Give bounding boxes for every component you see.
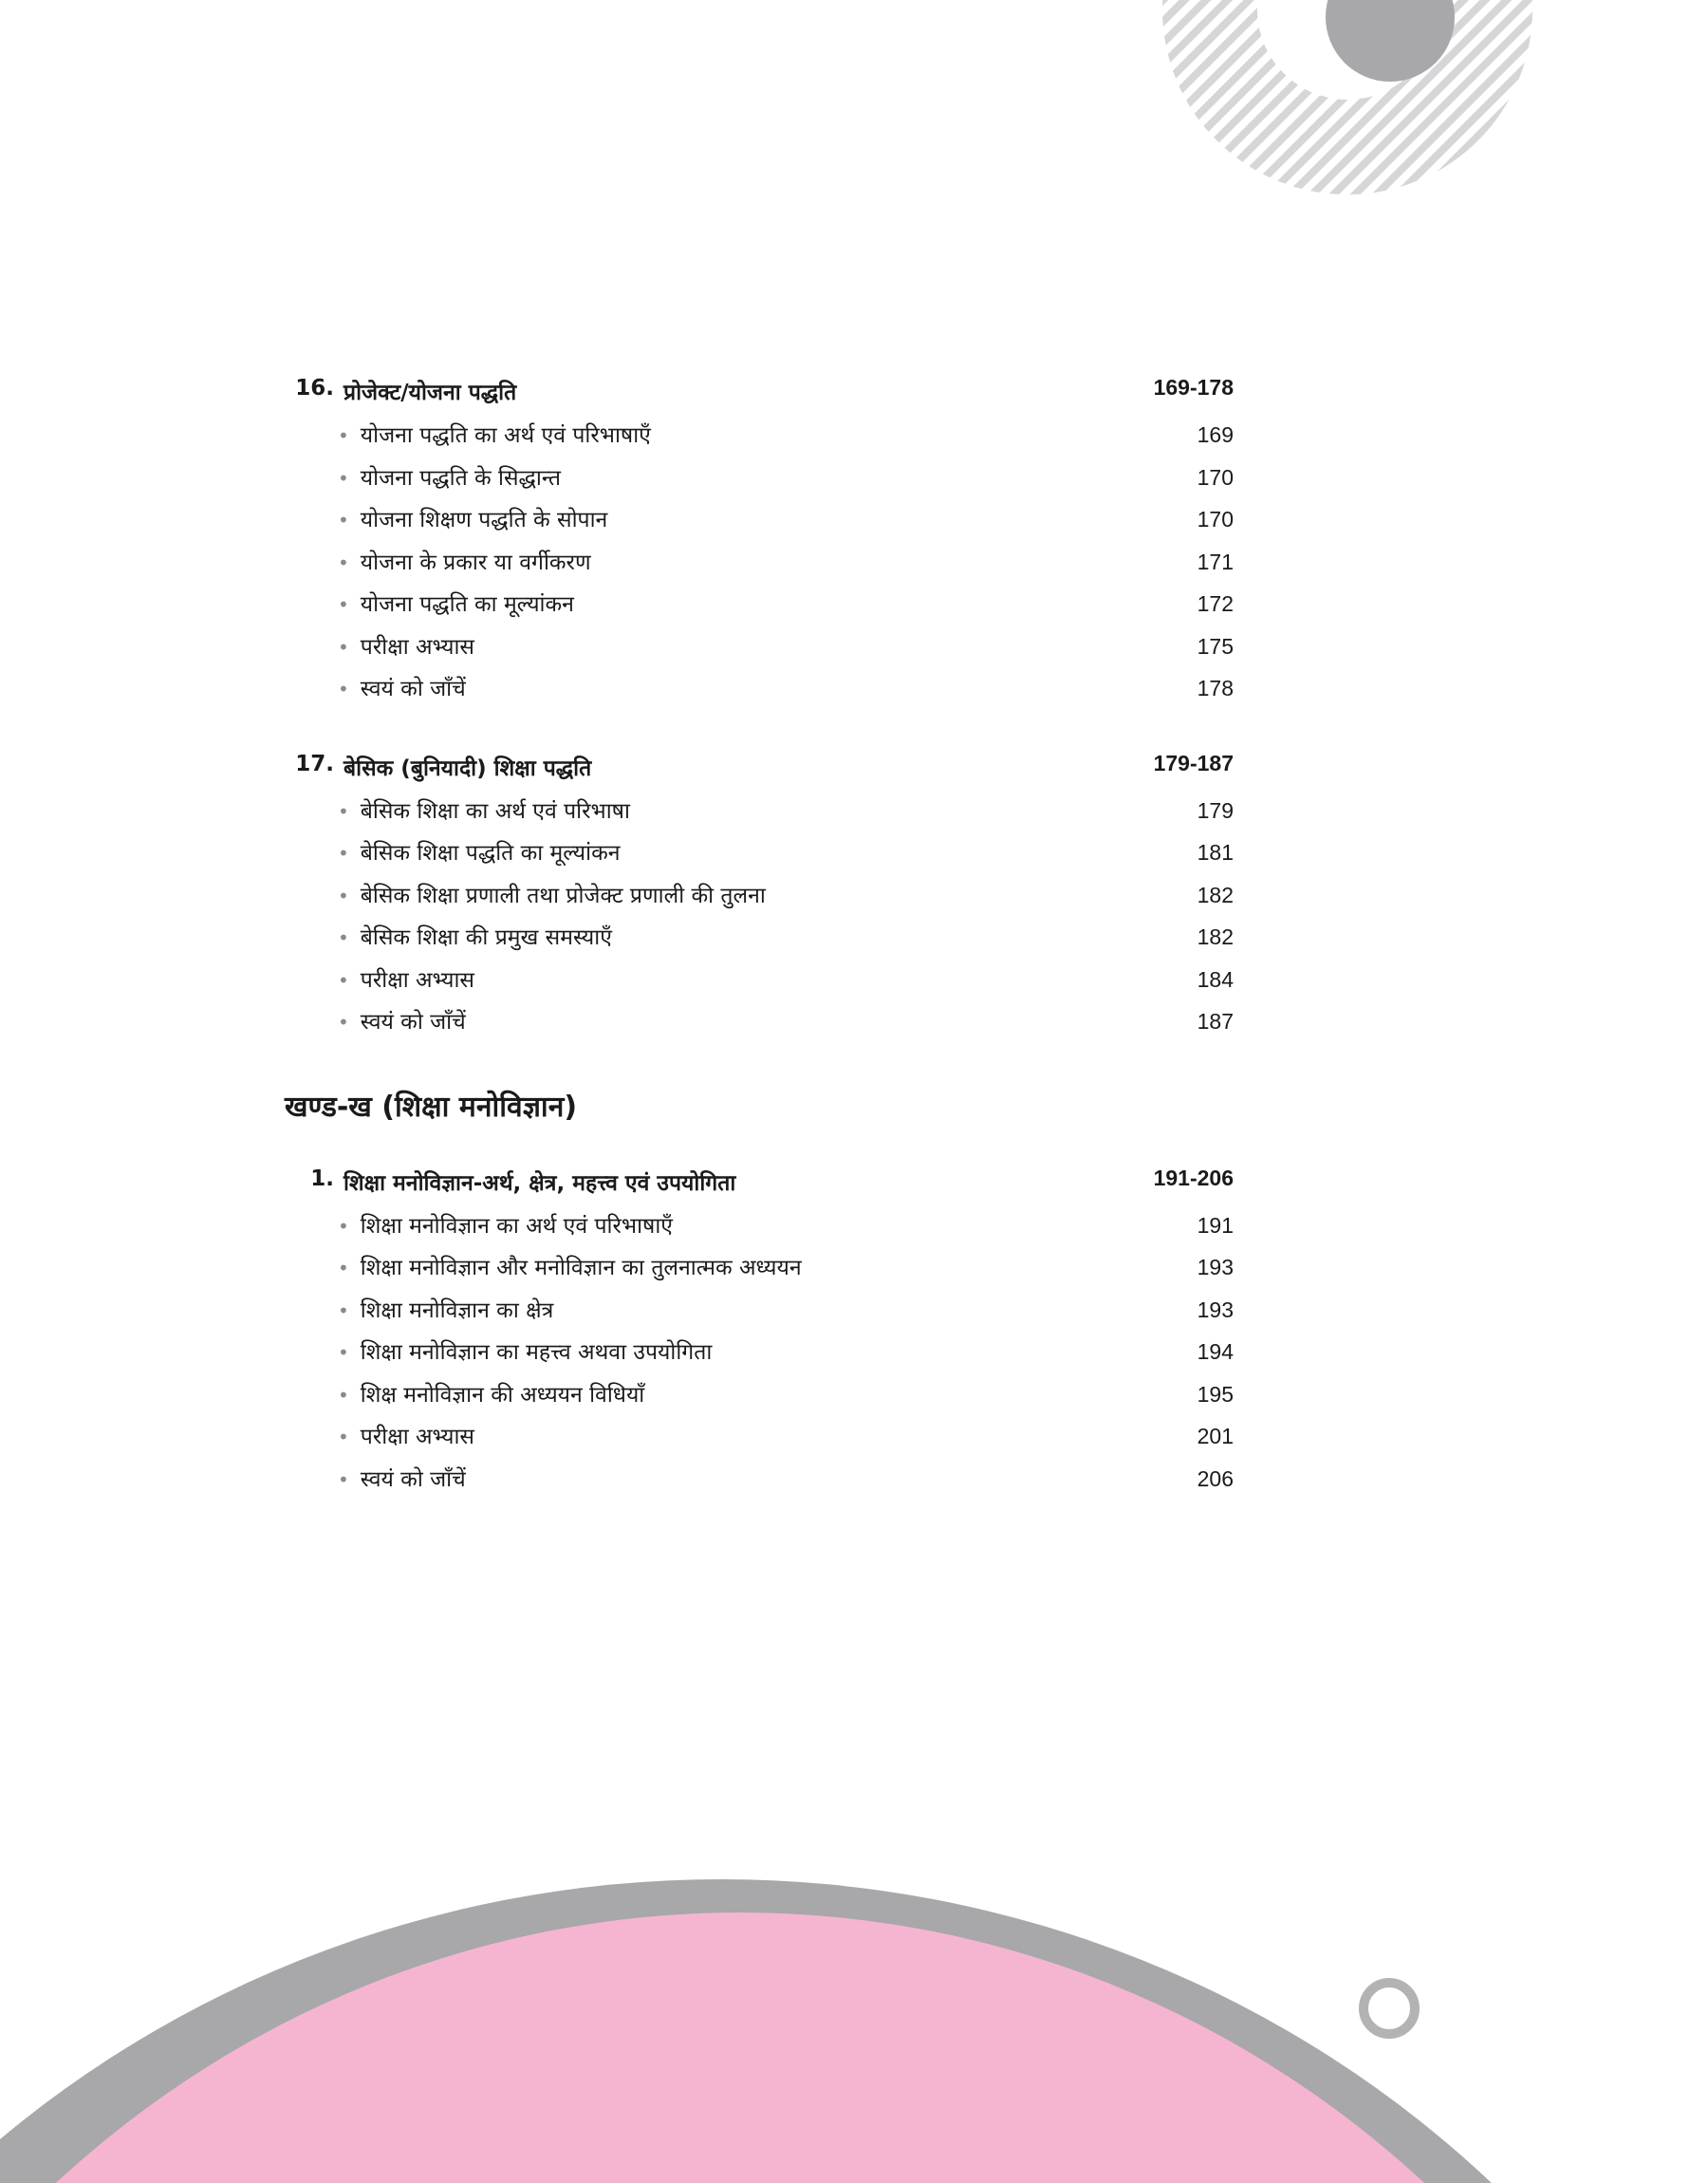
toc-item[interactable] <box>285 1251 1234 1294</box>
toc-item-label: शिक्षा मनोविज्ञान का अर्थ एवं परिभाषाएँ <box>360 1213 674 1239</box>
toc-item-page: 181 <box>1197 840 1234 865</box>
chapter-group <box>285 1166 1234 1505</box>
toc-item[interactable] <box>285 1335 1234 1378</box>
top-right-decoration <box>1158 0 1556 209</box>
toc-item[interactable] <box>285 503 1234 546</box>
chapter-heading[interactable] <box>285 751 1234 794</box>
toc-item-page: 175 <box>1197 633 1234 659</box>
bullet-icon: • <box>338 1214 349 1238</box>
chapter-title <box>285 376 516 406</box>
toc-item-label: बेसिक शिक्षा का अर्थ एवं परिभाषा <box>360 798 630 824</box>
bullet-icon: • <box>338 1011 349 1034</box>
toc-item-label-wrap <box>338 503 607 533</box>
bullet-icon: • <box>338 509 349 532</box>
toc-item-label: बेसिक शिक्षा प्रणाली तथा प्रोजेक्ट प्रणाली की तुलना <box>360 883 766 908</box>
toc-item-page: 171 <box>1197 549 1234 574</box>
ring-icon <box>1355 1974 1423 2043</box>
toc-item-page: 172 <box>1197 591 1234 616</box>
chapter <box>285 751 1234 1048</box>
toc-item-label: शिक्ष मनोविज्ञान की अध्ययन विधियाँ <box>360 1382 645 1408</box>
toc-item-label-wrap <box>338 546 591 576</box>
chapter-title <box>285 752 591 782</box>
toc-item-page: 193 <box>1197 1255 1234 1279</box>
bullet-icon: • <box>338 1298 349 1322</box>
toc-item-label: योजना शिक्षण पद्धति के सोपान <box>360 508 608 532</box>
toc-item-label-wrap <box>338 1335 712 1366</box>
toc-item[interactable] <box>285 672 1234 715</box>
bullet-icon: • <box>338 1257 349 1279</box>
toc-item-label: योजना पद्धति का मूल्यांकन <box>360 592 574 617</box>
bullet-icon: • <box>338 550 349 574</box>
bullet-icon: • <box>338 1341 349 1364</box>
toc-item-label-wrap <box>338 879 766 909</box>
toc-item-page: 187 <box>1197 1009 1234 1034</box>
toc-item-label-wrap <box>338 1209 673 1240</box>
chapter-title-text: शिक्षा मनोविज्ञान-अर्थ, क्षेत्र, महत्त्व एवं उपयोगिता <box>343 1170 736 1196</box>
toc-item-label-wrap <box>338 1463 466 1493</box>
toc-item-label-wrap <box>338 1378 644 1409</box>
bullet-icon: • <box>338 635 349 659</box>
toc-item[interactable] <box>285 921 1234 963</box>
toc-item-page: 179 <box>1197 797 1234 823</box>
bullet-icon: • <box>338 593 349 616</box>
toc-item-label: परीक्षा अभ्यास <box>360 1425 474 1449</box>
toc-item[interactable] <box>285 1209 1234 1252</box>
toc-item[interactable] <box>285 1420 1234 1463</box>
toc-item-label-wrap <box>338 630 474 661</box>
toc-item-label-wrap <box>338 963 474 994</box>
chapter-number: 17. <box>295 751 334 776</box>
toc-item[interactable] <box>285 1378 1234 1421</box>
toc-item-label: परीक्षा अभ्यास <box>360 634 474 660</box>
chapter-number: 1. <box>310 1166 334 1191</box>
bullet-icon: • <box>338 424 349 447</box>
bullet-icon: • <box>338 926 349 949</box>
toc-item-label: स्वयं को जाँचें <box>360 677 466 701</box>
toc-item[interactable] <box>285 630 1234 673</box>
toc-item[interactable] <box>285 546 1234 588</box>
toc-item-label: बेसिक शिक्षा की प्रमुख समस्याएँ <box>360 925 612 950</box>
chapter-title <box>285 1166 735 1197</box>
toc-item-label: शिक्षा मनोविज्ञान और मनोविज्ञान का तुलनात्मक अध्ययन <box>360 1256 802 1280</box>
toc-item[interactable] <box>285 963 1234 1006</box>
bottom-decoration <box>0 1879 1708 2183</box>
toc-item[interactable] <box>285 794 1234 837</box>
toc-item-label: स्वयं को जाँचें <box>360 1010 466 1035</box>
toc-item[interactable] <box>285 588 1234 630</box>
toc-item[interactable] <box>285 461 1234 504</box>
toc-item-page: 201 <box>1197 1424 1234 1448</box>
toc-item-page: 170 <box>1197 464 1234 490</box>
toc-item-page: 182 <box>1197 924 1234 949</box>
toc-item-label-wrap <box>338 672 466 702</box>
toc-item-label: परीक्षा अभ्यास <box>360 967 474 993</box>
toc-item-label: योजना पद्धति का अर्थ एवं परिभाषाएँ <box>360 423 651 448</box>
toc-item-label: शिक्षा मनोविज्ञान का क्षेत्र <box>360 1297 554 1323</box>
toc-item[interactable] <box>285 836 1234 879</box>
toc-item[interactable] <box>285 1463 1234 1505</box>
chapter <box>285 375 1234 715</box>
toc-item[interactable] <box>285 419 1234 461</box>
toc-item-page: 169 <box>1197 422 1234 447</box>
pink-arc <box>0 1912 1708 2183</box>
toc-item[interactable] <box>285 1005 1234 1048</box>
chapter-page-range: 191-206 <box>1153 1165 1234 1190</box>
toc-item-page: 193 <box>1197 1297 1234 1322</box>
table-of-contents <box>285 375 1234 1540</box>
toc-item-page: 191 <box>1197 1212 1234 1238</box>
chapter-heading[interactable] <box>285 1166 1234 1209</box>
bullet-icon: • <box>338 1467 349 1491</box>
toc-item-label-wrap <box>338 921 612 951</box>
toc-item-page: 184 <box>1197 966 1234 992</box>
toc-item-page: 206 <box>1197 1465 1234 1491</box>
toc-item-label-wrap <box>338 461 561 492</box>
chapter <box>285 1166 1234 1505</box>
bullet-icon: • <box>338 799 349 823</box>
chapter-title-text: बेसिक (बुनियादी) शिक्षा पद्धति <box>343 756 592 781</box>
bullet-icon: • <box>338 1426 349 1448</box>
toc-item-label: बेसिक शिक्षा पद्धति का मूल्यांकन <box>360 841 621 866</box>
toc-item[interactable] <box>285 879 1234 922</box>
bullet-icon: • <box>338 466 349 490</box>
toc-item-label-wrap <box>338 794 630 825</box>
bullet-icon: • <box>338 678 349 700</box>
toc-item-label: शिक्षा मनोविज्ञान का महत्त्व अथवा उपयोगिता <box>360 1340 713 1365</box>
toc-item-label-wrap <box>338 1420 474 1450</box>
chapter-number: 16. <box>295 376 334 401</box>
toc-item-label: स्वयं को जाँचें <box>360 1466 466 1492</box>
bullet-icon: • <box>338 842 349 865</box>
toc-item-label-wrap <box>338 419 651 449</box>
toc-item-label-wrap <box>338 1005 466 1036</box>
toc-item-label-wrap <box>338 1251 802 1281</box>
section-title: खण्ड-ख (शिक्षा मनोविज्ञान) <box>285 1090 578 1124</box>
bullet-icon: • <box>338 884 349 907</box>
chapter-title-text: प्रोजेक्ट/योजना पद्धति <box>343 381 517 405</box>
toc-item-page: 170 <box>1197 507 1234 532</box>
chapter-group <box>285 375 1234 1048</box>
chapter-heading[interactable] <box>285 375 1234 419</box>
toc-item-label-wrap <box>338 836 621 867</box>
bullet-icon: • <box>338 1383 349 1407</box>
toc-item-page: 195 <box>1197 1381 1234 1407</box>
toc-item[interactable] <box>285 1294 1234 1336</box>
chapter-page-range: 169-178 <box>1153 375 1234 400</box>
toc-item-page: 178 <box>1197 676 1234 700</box>
toc-item-label: योजना पद्धति के सिद्धान्त <box>360 465 562 491</box>
chapter-page-range: 179-187 <box>1153 750 1234 775</box>
toc-item-label: योजना के प्रकार या वर्गीकरण <box>360 550 591 575</box>
bullet-icon: • <box>338 968 349 992</box>
toc-item-page: 194 <box>1197 1339 1234 1364</box>
toc-item-label-wrap <box>338 1294 553 1324</box>
toc-item-label-wrap <box>338 588 574 618</box>
toc-item-page: 182 <box>1197 882 1234 907</box>
